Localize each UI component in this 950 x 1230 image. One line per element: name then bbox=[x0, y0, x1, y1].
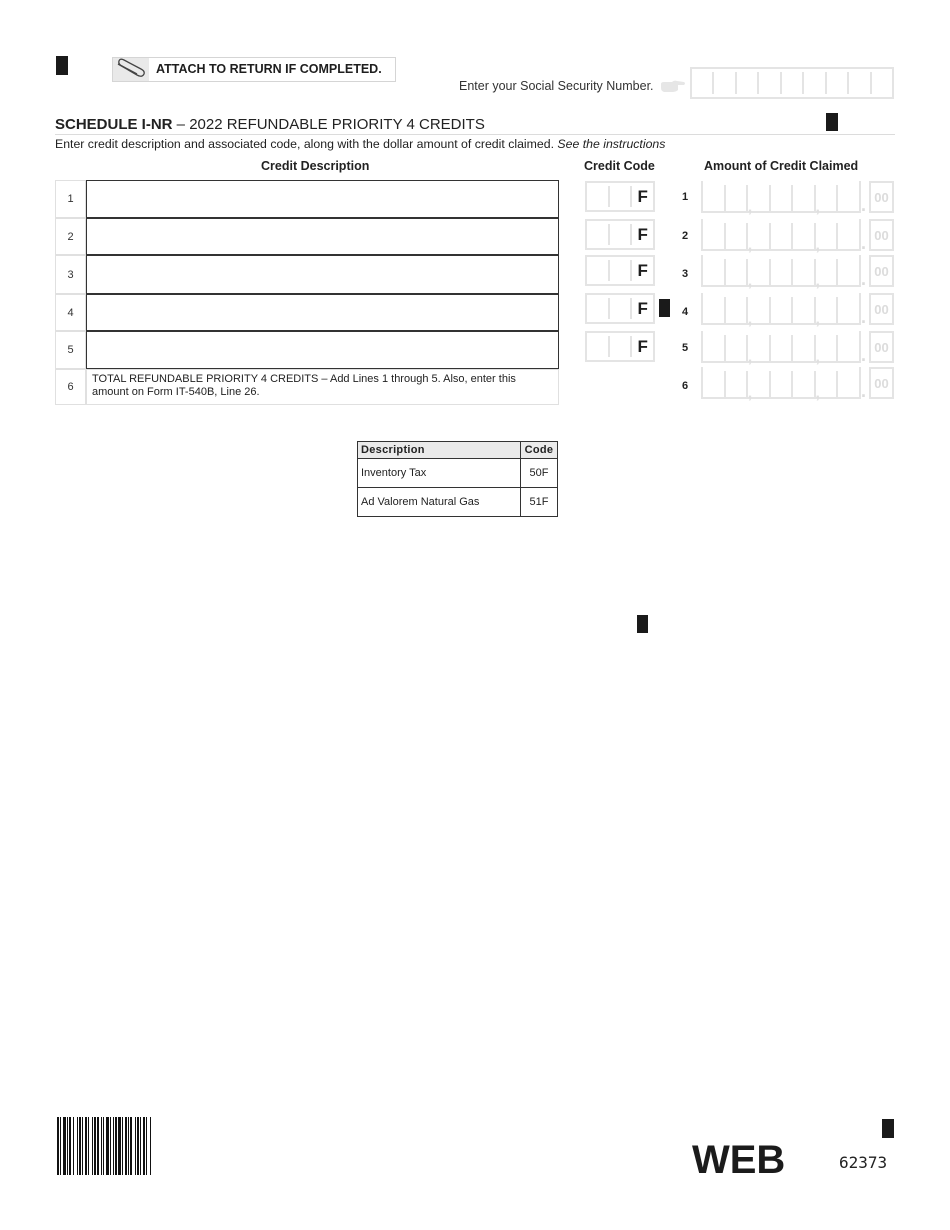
attach-text: ATTACH TO RETURN IF COMPLETED. bbox=[156, 62, 382, 76]
table-row bbox=[358, 459, 558, 488]
ref-description: Inventory Tax bbox=[358, 459, 521, 488]
title-divider bbox=[55, 134, 895, 135]
code-suffix: F bbox=[637, 260, 648, 280]
amount-header: Amount of Credit Claimed bbox=[704, 159, 859, 173]
code-suffix: F bbox=[637, 186, 648, 206]
decimal-point: . bbox=[861, 233, 867, 253]
total-line-text: TOTAL REFUNDABLE PRIORITY 4 CREDITS – Add Lines 1 through 5. Also, enter this amount on Form IT-540B, Line 26. bbox=[86, 369, 559, 405]
credit-code-input-5[interactable] bbox=[585, 331, 655, 362]
decimal-point: . bbox=[861, 381, 867, 401]
credit-description-input-3[interactable] bbox=[86, 255, 559, 294]
credit-description-input-5[interactable] bbox=[86, 331, 559, 369]
ref-header-code: Code bbox=[521, 442, 558, 459]
cents-field: 00 bbox=[869, 367, 894, 399]
attach-notice bbox=[112, 57, 396, 82]
amount-line-number: 4 bbox=[682, 306, 689, 318]
amount-input-1[interactable]: , , bbox=[701, 181, 861, 213]
ref-header-description: Description bbox=[358, 442, 521, 459]
form-number: 62373 bbox=[839, 1153, 888, 1172]
schedule-title-rest: – 2022 REFUNDABLE PRIORITY 4 CREDITS bbox=[172, 116, 485, 133]
amount-input-4[interactable]: , , bbox=[701, 293, 861, 325]
credit-description-input-4[interactable] bbox=[86, 294, 559, 331]
web-label: WEB bbox=[692, 1138, 786, 1182]
amount-line-number: 3 bbox=[682, 268, 689, 280]
credit-description-input-1[interactable] bbox=[86, 180, 559, 218]
credit-code-input-4[interactable] bbox=[585, 293, 655, 324]
decimal-point: . bbox=[861, 269, 867, 289]
code-suffix: F bbox=[637, 224, 648, 244]
amount-line-number: 5 bbox=[682, 342, 689, 354]
cents-field: 00 bbox=[869, 255, 894, 287]
amount-input-5[interactable]: , , bbox=[701, 331, 861, 363]
registration-mark bbox=[56, 56, 68, 75]
credit-code-input-2[interactable] bbox=[585, 219, 655, 250]
ref-description: Ad Valorem Natural Gas bbox=[358, 488, 521, 517]
total-amount-input[interactable]: , , bbox=[701, 367, 861, 399]
amount-line-number: 1 bbox=[682, 191, 689, 203]
line-number: 4 bbox=[55, 294, 86, 331]
decimal-point: . bbox=[861, 195, 867, 215]
ssn-label: Enter your Social Security Number. bbox=[459, 79, 654, 93]
instructions-text: Enter credit description and associated code, along with the dollar amount of credit claimed. bbox=[55, 137, 558, 151]
instructions bbox=[55, 137, 665, 151]
registration-mark bbox=[826, 113, 838, 131]
decimal-point: . bbox=[861, 345, 867, 365]
code-suffix: F bbox=[637, 298, 648, 318]
credit-code-input-3[interactable] bbox=[585, 255, 655, 286]
credit-code-header: Credit Code bbox=[584, 159, 655, 173]
line-number: 2 bbox=[55, 218, 86, 255]
line-number: 3 bbox=[55, 255, 86, 294]
paperclip-icon bbox=[113, 58, 149, 81]
credit-code-input-1[interactable] bbox=[585, 181, 655, 212]
cents-field: 00 bbox=[869, 331, 894, 363]
table-row bbox=[358, 488, 558, 517]
code-suffix: F bbox=[637, 336, 648, 356]
credit-description-input-2[interactable] bbox=[86, 218, 559, 255]
schedule-name: SCHEDULE I-NR bbox=[55, 116, 173, 133]
line-number: 6 bbox=[55, 369, 86, 405]
barcode-icon bbox=[57, 1117, 229, 1175]
amount-input-2[interactable]: , , bbox=[701, 219, 861, 251]
cents-field: 00 bbox=[869, 181, 894, 213]
line-number: 5 bbox=[55, 331, 86, 369]
registration-mark bbox=[637, 615, 648, 633]
credit-description-header: Credit Description bbox=[261, 159, 370, 173]
amount-line-number: 6 bbox=[682, 380, 689, 392]
amount-line-number: 2 bbox=[682, 230, 689, 242]
registration-mark bbox=[882, 1119, 894, 1138]
instructions-link: See the instructions bbox=[557, 137, 666, 151]
ssn-input[interactable] bbox=[690, 67, 894, 99]
cents-field: 00 bbox=[869, 293, 894, 325]
ref-code: 50F bbox=[521, 459, 558, 488]
decimal-point: . bbox=[861, 307, 867, 327]
amount-input-3[interactable]: , , bbox=[701, 255, 861, 287]
registration-mark bbox=[659, 299, 670, 317]
schedule-title bbox=[55, 116, 485, 133]
ref-code: 51F bbox=[521, 488, 558, 517]
line-number: 1 bbox=[55, 180, 86, 218]
cents-field: 00 bbox=[869, 219, 894, 251]
pointing-hand-icon bbox=[660, 79, 686, 93]
credit-code-reference-table bbox=[357, 441, 558, 517]
